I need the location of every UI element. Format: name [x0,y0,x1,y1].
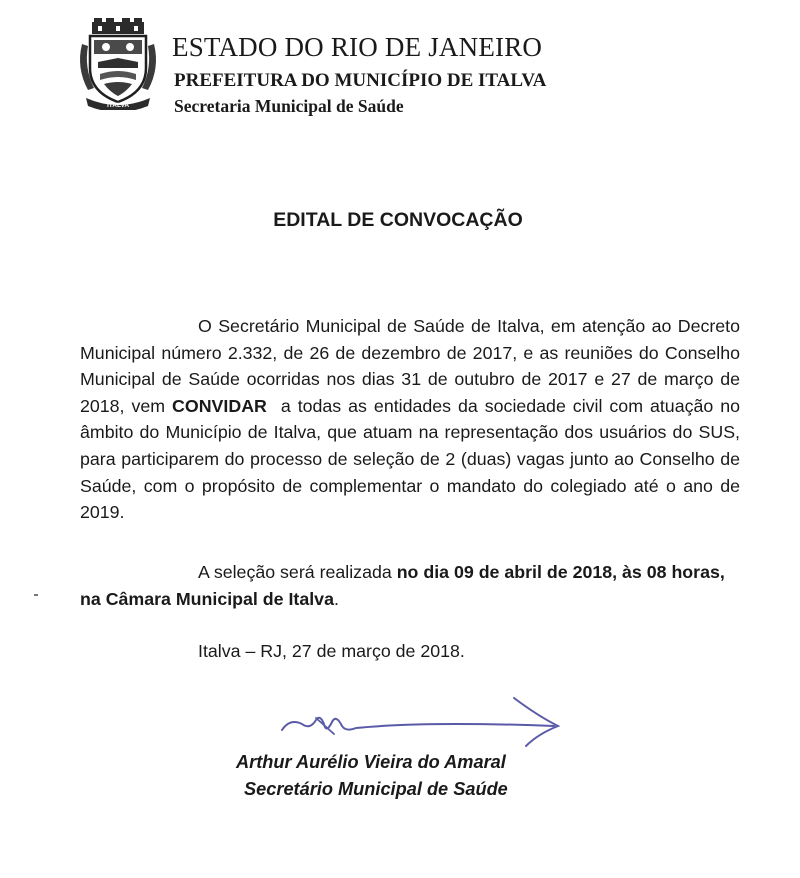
convocation-paragraph [80,313,745,526]
coat-of-arms-icon [76,18,160,110]
signer-name: Arthur Aurélio Vieira do Amaral [236,752,506,772]
document-title [0,209,800,232]
paragraph1-emphasis: CONVIDAR [172,395,267,416]
department-name: Secretaria Municipal de Saúde [174,96,404,116]
letterhead [76,18,716,118]
coat-of-arms-text: ITALVA [106,102,130,109]
paragraph2-text-b: . [333,588,339,609]
scan-speck [34,594,38,596]
paragraph1-text-b: a todas as entidades da sociedade civil com atuação no âmbito do Município de Italva, que atuam na representação dos usuários do SUS, para participarem do processo de seleção de 2 (duas) vagas junto ao Conselho de Saúde, com o propósito de complementar o mandato do colegiado até o ano de 2019. [80,395,745,523]
paragraph1-text-a: O Secretário Municipal de Saúde de Italva, em atenção ao Decreto Municipal número 2.332, de 26 de dezembro de 2017, e as reuniões do Conselho Municipal de Saúde ocorridas nos dias 31 de outubro de 2017 e 27 de março de 2018, vem [80,316,740,416]
municipality-name: PREFEITURA DO MUNICÍPIO DE ITALVA [174,70,547,91]
state-name: ESTADO DO RIO DE JANEIRO [172,32,543,62]
document-title-text: EDITAL DE CONVOCAÇÃO [273,209,523,231]
place-and-date: Italva – RJ, 27 de março de 2018. [198,641,465,661]
signer-role: Secretário Municipal de Saúde [244,779,508,799]
paragraph2-text-a: A seleção será realizada [198,562,397,582]
handwritten-signature [276,694,566,754]
schedule-paragraph [80,559,740,612]
paragraph2-emphasis: no dia 09 de abril de 2018, às 08 horas, na Câmara Municipal de Italva [80,562,725,609]
